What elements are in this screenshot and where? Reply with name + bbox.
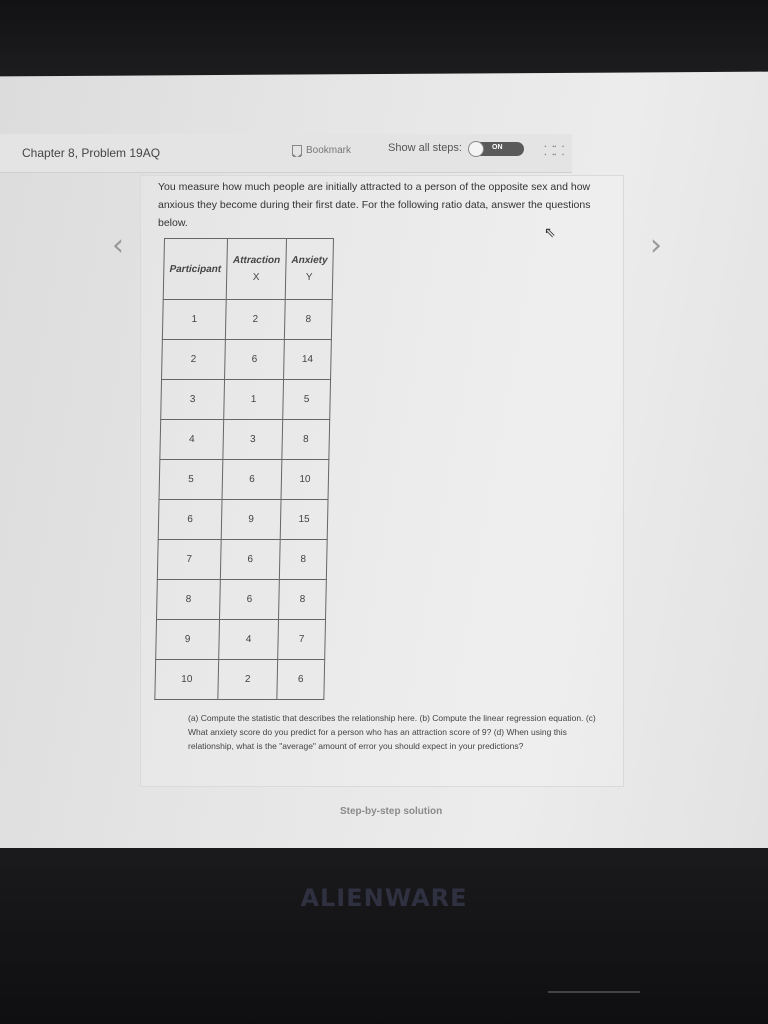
table-cell: 1 xyxy=(162,300,226,340)
mouse-cursor-icon: ⇖ xyxy=(544,224,556,240)
problem-intro: You measure how much people are initially attracted to a person of the opposite sex and how anxious they become during their first date. For the following ratio data, answer the questions below. xyxy=(158,181,591,229)
bookmark-label: Bookmark xyxy=(306,145,352,156)
table-cell: 4 xyxy=(219,620,279,660)
table-cell: 6 xyxy=(158,500,222,540)
table-cell: 8 xyxy=(279,580,327,620)
table-row xyxy=(162,300,332,340)
chevron-left-icon[interactable]: ‹ xyxy=(112,228,124,263)
table-cell: 6 xyxy=(222,460,282,500)
table-cell: 10 xyxy=(155,660,219,700)
collapse-icon[interactable]: ⸬⸬ xyxy=(544,143,564,158)
table-cell: 5 xyxy=(283,380,331,420)
show-steps-toggle[interactable] xyxy=(470,142,524,156)
table-row xyxy=(161,380,331,420)
table-cell: 3 xyxy=(223,420,283,460)
monitor-bezel-top xyxy=(0,0,768,80)
toggle-state-label: ON xyxy=(492,144,503,151)
table-row xyxy=(155,660,325,700)
table-row xyxy=(158,500,328,540)
show-steps-label: Show all steps: xyxy=(388,142,462,154)
header-attraction: Attraction X xyxy=(226,239,286,300)
data-table xyxy=(154,238,334,700)
table-row xyxy=(162,340,332,380)
table-cell: 5 xyxy=(159,460,223,500)
table-cell: 9 xyxy=(221,500,281,540)
header-anxiety: Anxiety Y xyxy=(285,239,333,300)
alienware-logo: ALIENWARE xyxy=(300,884,468,912)
table-row xyxy=(157,580,327,620)
table-cell: 6 xyxy=(220,580,280,620)
table-row xyxy=(160,420,330,460)
table-cell: 6 xyxy=(277,660,325,700)
toggle-knob xyxy=(468,141,484,157)
table-cell: 8 xyxy=(279,540,327,580)
bookmark-button[interactable] xyxy=(292,145,351,156)
table-cell: 8 xyxy=(157,580,221,620)
table-cell: 2 xyxy=(218,660,278,700)
table-cell: 6 xyxy=(225,340,285,380)
table-cell: 9 xyxy=(156,620,220,660)
table-cell: 14 xyxy=(284,340,332,380)
header-participant: Participant xyxy=(163,239,227,300)
table-cell: 15 xyxy=(280,500,328,540)
chevron-right-icon[interactable]: › xyxy=(650,228,662,263)
table-row xyxy=(159,460,329,500)
step-by-step-solution-heading: Step-by-step solution xyxy=(340,806,443,817)
table-cell: 4 xyxy=(160,420,224,460)
table-cell: 6 xyxy=(220,540,280,580)
chapter-title: Chapter 8, Problem 19AQ xyxy=(22,146,161,160)
table-cell: 8 xyxy=(284,300,332,340)
table-cell: 7 xyxy=(278,620,326,660)
table-cell: 1 xyxy=(224,380,284,420)
table-cell: 2 xyxy=(225,300,285,340)
keyboard-edge xyxy=(548,991,640,993)
monitor-bezel-bottom xyxy=(0,848,768,1024)
table-cell: 10 xyxy=(281,460,329,500)
table-row xyxy=(157,540,327,580)
table-cell: 8 xyxy=(282,420,330,460)
table-cell: 3 xyxy=(161,380,225,420)
problem-questions: (a) Compute the statistic that describes the relationship here. (b) Compute the linear regression equation. (c) What anxiety score do you predict for a person who has an attraction score of 9? (d) When using this relationship, what is the "average" amount of error you should expect in your predictions? xyxy=(188,713,596,751)
table-cell: 2 xyxy=(162,340,226,380)
table-cell: 7 xyxy=(157,540,221,580)
bookmark-icon xyxy=(292,145,302,156)
table-row xyxy=(156,620,326,660)
